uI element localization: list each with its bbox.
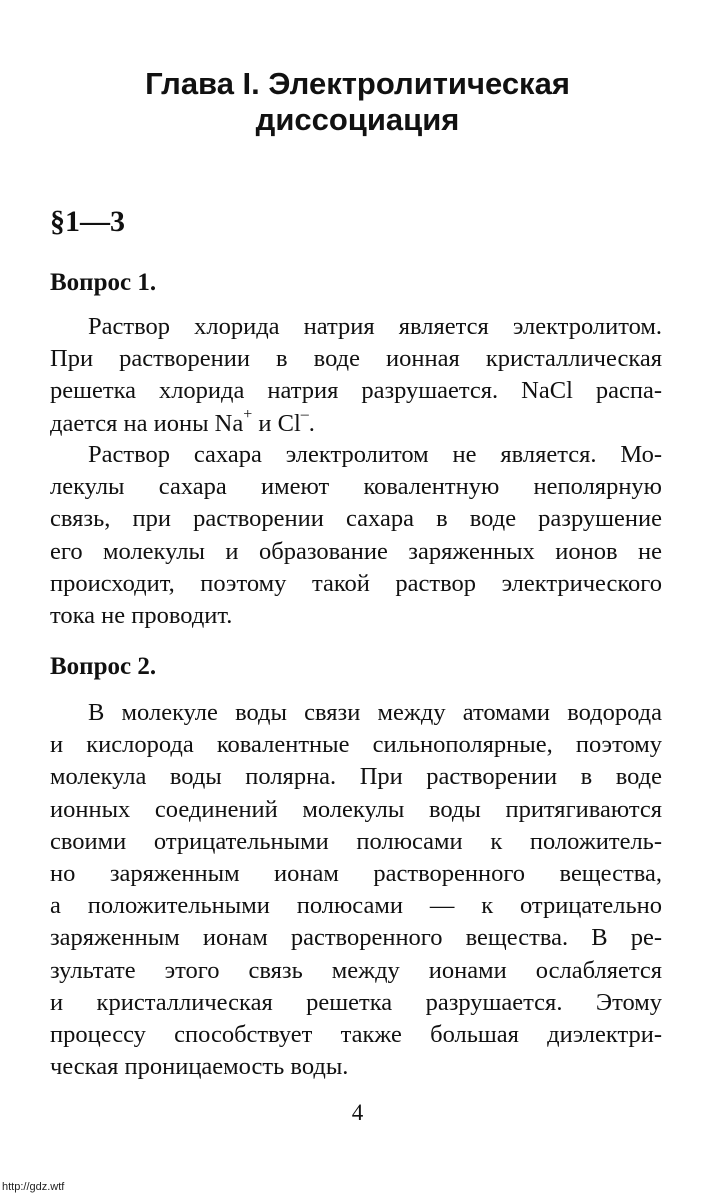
text-line: решетка хлорида натрия разрушается. NaCl распа- xyxy=(50,377,662,405)
text-line: происходит, поэтому такой раствор электрического xyxy=(50,569,662,597)
superscript-charge: – xyxy=(300,406,309,424)
text-line: ионных соединений молекулы воды притягиваются xyxy=(50,795,662,823)
question-1-paragraph-1 xyxy=(50,311,662,440)
section-title: §1—3 xyxy=(50,205,125,238)
text-line: связь, при растворении сахара в воде разрушение xyxy=(50,505,662,533)
page-number: 4 xyxy=(351,1100,364,1125)
text-fragment: . xyxy=(308,409,315,437)
text-line: При растворении в воде ионная кристаллическая xyxy=(50,345,662,373)
question-1-paragraph-2 xyxy=(50,439,662,632)
text-line: ческая проницаемость воды. xyxy=(50,1053,349,1081)
text-line: заряженным ионам растворенного вещества. В ре- xyxy=(50,924,662,952)
watermark-url: http://gdz.wtf xyxy=(2,1181,65,1193)
text-line: тока не проводит. xyxy=(50,602,233,630)
text-line: Раствор хлорида натрия является электролитом. xyxy=(88,313,662,340)
chapter-title-line: Глава I. Электролитическая xyxy=(145,66,570,101)
question-2-paragraph-1 xyxy=(50,697,662,1083)
text-line: молекула воды полярна. При растворении в воде xyxy=(50,763,662,791)
text-fragment: и Cl xyxy=(252,409,301,437)
text-line: лекулы сахара имеют ковалентную неполярную xyxy=(50,473,662,501)
text-fragment: дается на ионы Na xyxy=(50,409,244,437)
question-1-heading: Вопрос 1. xyxy=(50,269,157,296)
superscript-charge: + xyxy=(243,406,253,424)
chapter-title-line: диссоциация xyxy=(255,102,460,137)
text-line: процессу способствует также большая диэлектри- xyxy=(50,1021,662,1049)
text-line: но заряженным ионам растворенного вещества, xyxy=(50,860,662,888)
text-line: а положительными полюсами — к отрицательно xyxy=(50,892,662,920)
text-line xyxy=(50,408,662,440)
text-line: зультате этого связь между ионами ослабляется xyxy=(50,956,662,984)
question-2-heading: Вопрос 2. xyxy=(50,653,157,680)
chapter-title xyxy=(60,66,655,138)
text-line: Раствор сахара электролитом не является. Мо- xyxy=(88,441,662,468)
text-line: и кислорода ковалентные сильнополярные, поэтому xyxy=(50,731,662,759)
text-line: В молекуле воды связи между атомами водорода xyxy=(88,699,662,726)
text-line: своими отрицательными полюсами к положитель- xyxy=(50,827,662,855)
text-line: его молекулы и образование заряженных ионов не xyxy=(50,537,662,565)
text-line: и кристаллическая решетка разрушается. Этому xyxy=(50,988,662,1016)
